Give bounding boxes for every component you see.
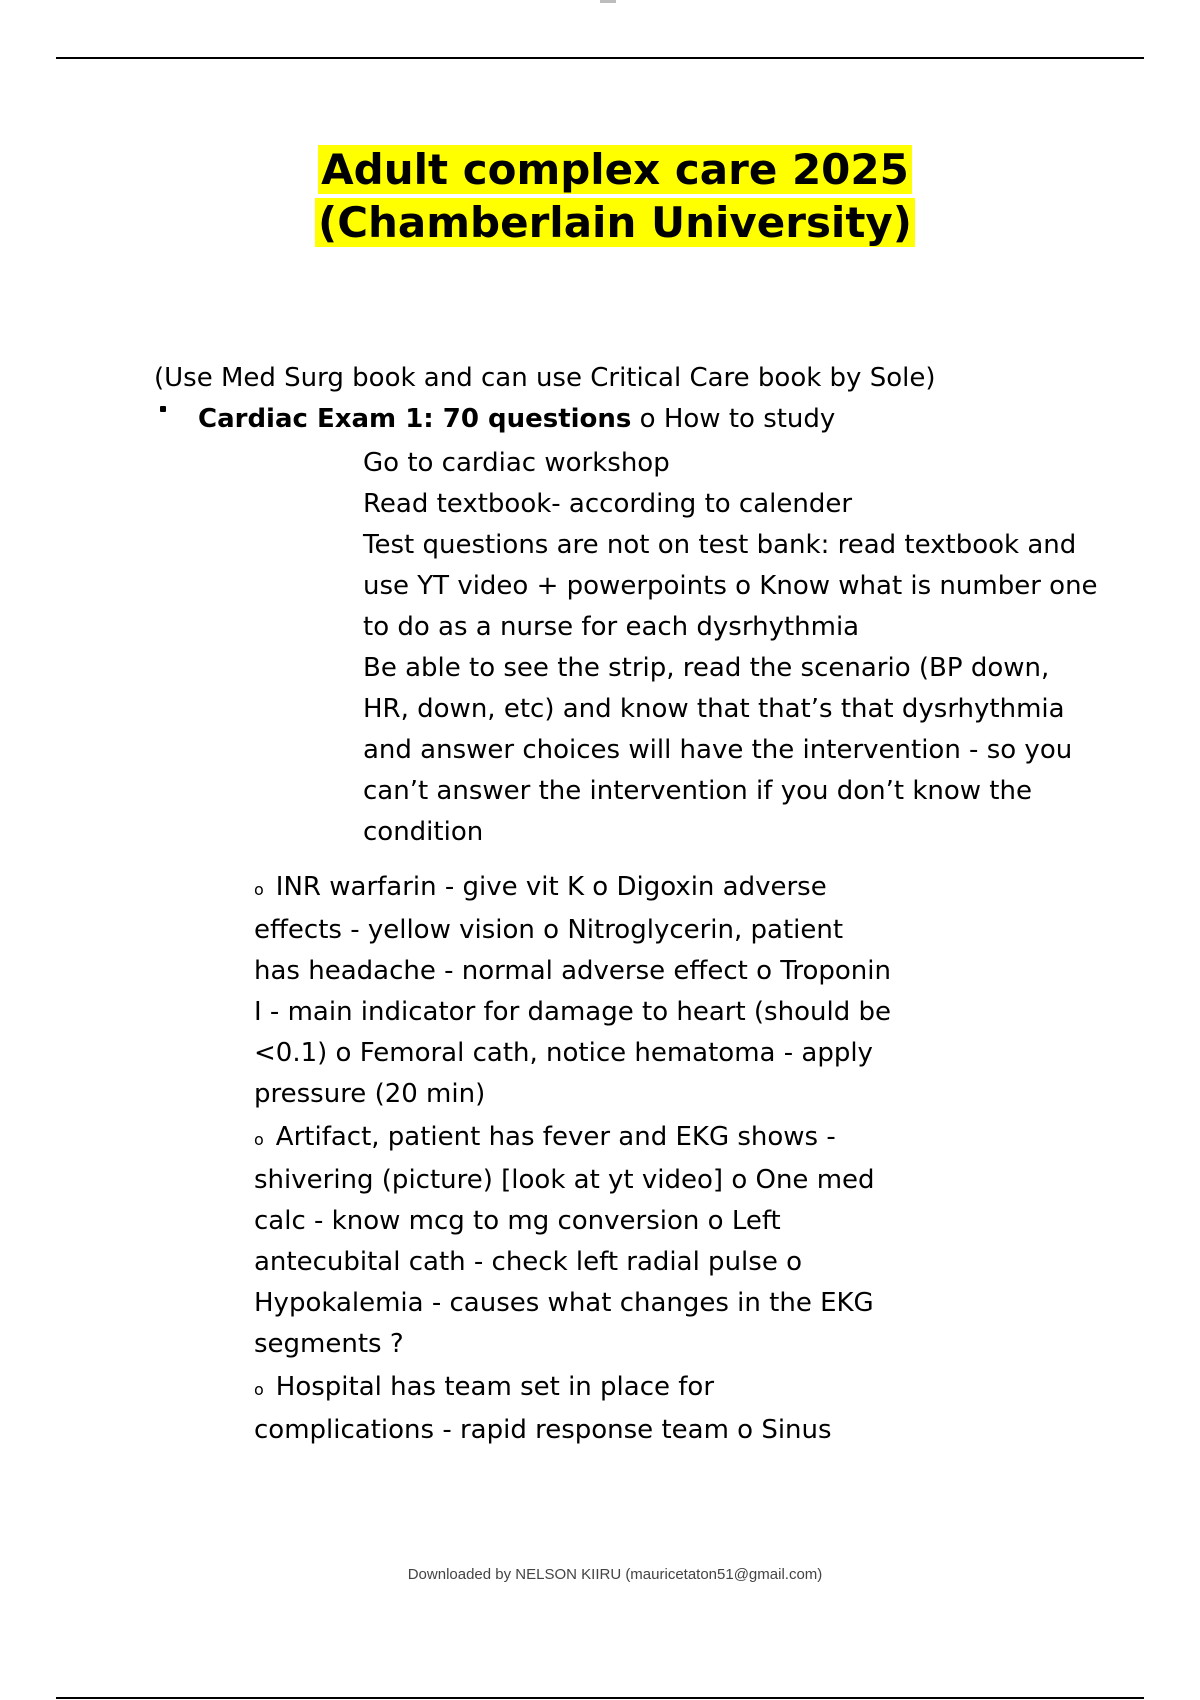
block-marker: o xyxy=(254,1130,264,1149)
sublist-item: Test questions are not on test bank: read textbook and use YT video + powerpoints o Know what is number one to do as a nurse for each dysrhythmia xyxy=(363,530,1098,642)
page-top-mark xyxy=(600,0,616,3)
block-marker: o xyxy=(254,1380,264,1399)
block-text: Artifact, patient has fever and EKG shows - shivering (picture) [look at yt video] o One med calc - know mcg to mg conversion o Left antecubital cath - check left radial pulse o Hypokalemia - causes what changes in the EKG segments ? xyxy=(254,1122,875,1359)
title-line-2: (Chamberlain University) xyxy=(315,198,915,247)
bullet-item xyxy=(198,399,835,440)
bullet-heading: Cardiac Exam 1: 70 questions xyxy=(198,404,632,434)
bullet-subtext: o How to study xyxy=(631,404,836,434)
title-line-1: Adult complex care 2025 xyxy=(318,145,912,194)
sublist-item: Go to cardiac workshop xyxy=(363,448,670,478)
notes-block xyxy=(254,1117,894,1365)
block-text: Hospital has team set in place for complications - rapid response team o Sinus xyxy=(254,1372,832,1445)
sublist-item: Read textbook- according to calender xyxy=(363,489,853,519)
sublist-item: Be able to see the strip, read the scenario (BP down, HR, down, etc) and know that that’s that dysrhythmia and answer choices will have the intervention - so you can’t answer the intervention if you don’t know the condition xyxy=(363,653,1073,847)
header-rule xyxy=(56,57,1144,59)
study-sublist xyxy=(363,443,1103,853)
block-marker: o xyxy=(254,880,264,899)
block-text: INR warfarin - give vit K o Digoxin adverse effects - yellow vision o Nitroglycerin, patient has headache - normal adverse effect o Troponin I - main indicator for damage to heart (should be <0.1) o Femoral cath, notice hematoma - apply pressure (20 min) xyxy=(254,872,891,1109)
notes-block xyxy=(254,867,894,1115)
document-title xyxy=(0,143,1200,249)
footer-rule xyxy=(56,1697,1144,1699)
bullet-marker xyxy=(160,406,166,412)
intro-text: (Use Med Surg book and can use Critical Care book by Sole) xyxy=(154,363,936,393)
notes-block xyxy=(254,1367,894,1451)
download-footer: Downloaded by NELSON KIIRU (mauricetaton51@gmail.com) xyxy=(407,1566,823,1583)
